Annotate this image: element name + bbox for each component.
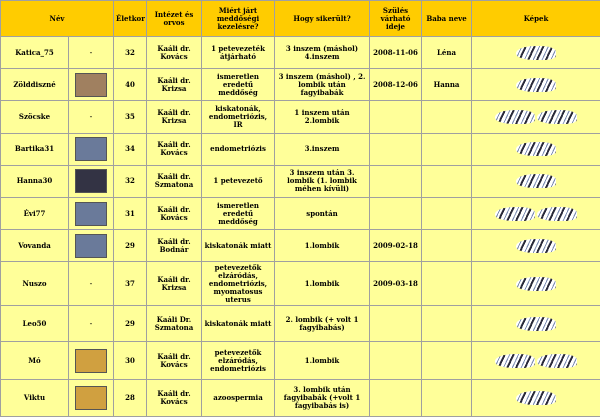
- cell-intezet: Kaáli Dr. Szmatona: [147, 306, 202, 341]
- photo-avatar: [75, 137, 107, 161]
- avatar-placeholder: -: [89, 318, 93, 328]
- cell-avatar: [69, 37, 114, 69]
- cell-eletkor: 31: [114, 198, 147, 230]
- avatar-placeholder: -: [89, 278, 93, 288]
- cell-eletkor: 30: [114, 341, 147, 380]
- cell-szules: 2009-03-18: [370, 262, 422, 306]
- hamster-avatar: [75, 73, 107, 97]
- cell-kepek: [472, 198, 600, 230]
- zebra-avatar: [75, 169, 107, 193]
- cell-nev: Nuszo: [1, 262, 69, 306]
- tiger-image: [516, 174, 556, 188]
- cell-nev: Katica_75: [1, 37, 69, 69]
- table-row: [1, 380, 600, 417]
- cell-baba: [422, 341, 472, 380]
- header-kepek: Képek: [472, 1, 600, 37]
- cell-miert: 1 petevezeték átjárható: [202, 37, 275, 69]
- cell-kepek: [472, 37, 600, 69]
- cell-avatar: [69, 380, 114, 417]
- cell-baba: [422, 306, 472, 341]
- cell-baba: [422, 198, 472, 230]
- cell-kepek: [472, 306, 600, 341]
- cell-miert: petevezetők elzáródás, endometriózis, myomatosus uterus: [202, 262, 275, 306]
- cell-kepek: [472, 230, 600, 262]
- cell-intezet: Kaáli dr. Bodnár: [147, 230, 202, 262]
- cell-nev: Évi77: [1, 198, 69, 230]
- cell-szules: [370, 306, 422, 341]
- cell-kepek: [472, 101, 600, 133]
- cell-intezet: Kaáli dr. Kovács: [147, 380, 202, 417]
- cell-miert: kiskatonák miatt: [202, 230, 275, 262]
- header-nev: Név: [1, 1, 114, 37]
- cell-hogy: 1 inszem után 2.lombik: [275, 101, 370, 133]
- cell-intezet: Kaáli dr. Krizsa: [147, 101, 202, 133]
- cartoon-avatar: [75, 349, 107, 373]
- cell-miert: 1 petevezető: [202, 165, 275, 197]
- tiger-image: [495, 110, 535, 124]
- photo-avatar: [75, 234, 107, 258]
- cell-eletkor: 29: [114, 306, 147, 341]
- cell-avatar: [69, 69, 114, 101]
- cell-hogy: 3 inszem (máshol) 4.inszem: [275, 37, 370, 69]
- cell-kepek: [472, 133, 600, 165]
- header-eletkor: Életkor: [114, 1, 147, 37]
- table-row: [1, 262, 600, 306]
- table-row: [1, 306, 600, 341]
- header-row: [1, 1, 600, 37]
- cell-baba: [422, 133, 472, 165]
- cell-szules: 2008-12-06: [370, 69, 422, 101]
- cell-nev: Leo50: [1, 306, 69, 341]
- cell-eletkor: 32: [114, 165, 147, 197]
- cell-intezet: Kaáli dr. Kovács: [147, 341, 202, 380]
- header-intezet: Intézet és orvos: [147, 1, 202, 37]
- cell-miert: endometriózis: [202, 133, 275, 165]
- cell-intezet: Kaáli dr. Kovács: [147, 133, 202, 165]
- table-row: [1, 341, 600, 380]
- cell-avatar: [69, 101, 114, 133]
- header-miert: Miért járt meddőségi kezelésre?: [202, 1, 275, 37]
- cell-avatar: [69, 230, 114, 262]
- tiger-image: [537, 354, 577, 368]
- cell-miert: azoospermia: [202, 380, 275, 417]
- cell-nev: Viktu: [1, 380, 69, 417]
- cell-hogy: 3 inszem után 3. lombik (1. lombik méhen kívüli): [275, 165, 370, 197]
- cell-nev: Mó: [1, 341, 69, 380]
- cell-avatar: [69, 133, 114, 165]
- table-row: [1, 230, 600, 262]
- cell-kepek: [472, 165, 600, 197]
- cell-hogy: spontán: [275, 198, 370, 230]
- avatar-placeholder: -: [89, 47, 93, 57]
- cell-kepek: [472, 380, 600, 417]
- cell-baba: [422, 380, 472, 417]
- cell-hogy: 2. lombik (+ volt 1 fagyibabás): [275, 306, 370, 341]
- tiger-image: [516, 317, 556, 331]
- cell-eletkor: 40: [114, 69, 147, 101]
- table-row: [1, 37, 600, 69]
- tiger-image: [495, 207, 535, 221]
- cell-eletkor: 28: [114, 380, 147, 417]
- cell-eletkor: 37: [114, 262, 147, 306]
- tiger-image: [537, 110, 577, 124]
- cell-intezet: Kaáli dr. Kovács: [147, 37, 202, 69]
- cell-hogy: 1.lombik: [275, 262, 370, 306]
- cell-eletkor: 29: [114, 230, 147, 262]
- header-hogy: Hogy sikerült?: [275, 1, 370, 37]
- cell-eletkor: 32: [114, 37, 147, 69]
- cell-avatar: [69, 306, 114, 341]
- cell-szules: 2009-02-18: [370, 230, 422, 262]
- cell-miert: kiskatonák miatt: [202, 306, 275, 341]
- cell-hogy: 3.inszem: [275, 133, 370, 165]
- cell-szules: [370, 133, 422, 165]
- tiger-image: [516, 239, 556, 253]
- cell-kepek: [472, 69, 600, 101]
- cell-hogy: 1.lombik: [275, 230, 370, 262]
- cell-miert: ismeretlen eredetű meddőség: [202, 69, 275, 101]
- cell-miert: petevezetők elzáródás, endometriózis: [202, 341, 275, 380]
- cell-szules: [370, 198, 422, 230]
- cell-avatar: [69, 341, 114, 380]
- tiger-image: [516, 78, 556, 92]
- cell-baba: Hanna: [422, 69, 472, 101]
- cell-kepek: [472, 262, 600, 306]
- tiger-image: [516, 46, 556, 60]
- cell-nev: Bartika31: [1, 133, 69, 165]
- cell-avatar: [69, 165, 114, 197]
- cell-avatar: [69, 262, 114, 306]
- cell-baba: [422, 101, 472, 133]
- cell-nev: Hanna30: [1, 165, 69, 197]
- table-row: [1, 101, 600, 133]
- table-row: [1, 165, 600, 197]
- cell-szules: [370, 341, 422, 380]
- cell-hogy: 1.lombik: [275, 341, 370, 380]
- tiger-image: [495, 354, 535, 368]
- cell-szules: [370, 101, 422, 133]
- cell-nev: Vovanda: [1, 230, 69, 262]
- cell-intezet: Kaáli dr. Krizsa: [147, 262, 202, 306]
- cell-szules: 2008-11-06: [370, 37, 422, 69]
- cell-avatar: [69, 198, 114, 230]
- header-baba: Baba neve: [422, 1, 472, 37]
- cell-baba: [422, 262, 472, 306]
- cell-miert: kiskatonák, endometriózis, IR: [202, 101, 275, 133]
- header-szules: Szülés várható ideje: [370, 1, 422, 37]
- cell-miert: ismeretlen eredetű meddőség: [202, 198, 275, 230]
- avatar-placeholder: -: [89, 112, 93, 121]
- table-row: [1, 198, 600, 230]
- cell-baba: [422, 230, 472, 262]
- cell-baba: Léna: [422, 37, 472, 69]
- tiger-image: [516, 277, 556, 291]
- table-row: [1, 133, 600, 165]
- cell-szules: [370, 165, 422, 197]
- table-body: [1, 37, 600, 417]
- photo-avatar: [75, 202, 107, 226]
- cell-baba: [422, 165, 472, 197]
- tiger-image: [516, 391, 556, 405]
- cell-intezet: Kaáli dr. Kovács: [147, 198, 202, 230]
- cell-eletkor: 35: [114, 101, 147, 133]
- cartoon-avatar: [75, 386, 107, 410]
- tiger-image: [537, 207, 577, 221]
- cell-hogy: 3. lombik után fagyibabák (+volt 1 fagyibabás is): [275, 380, 370, 417]
- cell-hogy: 3 inszem (máshol) , 2. lombik után fagyibabák: [275, 69, 370, 101]
- tiger-image: [516, 142, 556, 156]
- cell-kepek: [472, 341, 600, 380]
- table-row: [1, 69, 600, 101]
- cell-nev: Szöcske: [1, 101, 69, 133]
- cell-szules: [370, 380, 422, 417]
- cell-eletkor: 34: [114, 133, 147, 165]
- cell-intezet: Kaáli dr. Szmatona: [147, 165, 202, 197]
- cell-nev: Zölddiszné: [1, 69, 69, 101]
- cell-intezet: Kaáli dr. Krizsa: [147, 69, 202, 101]
